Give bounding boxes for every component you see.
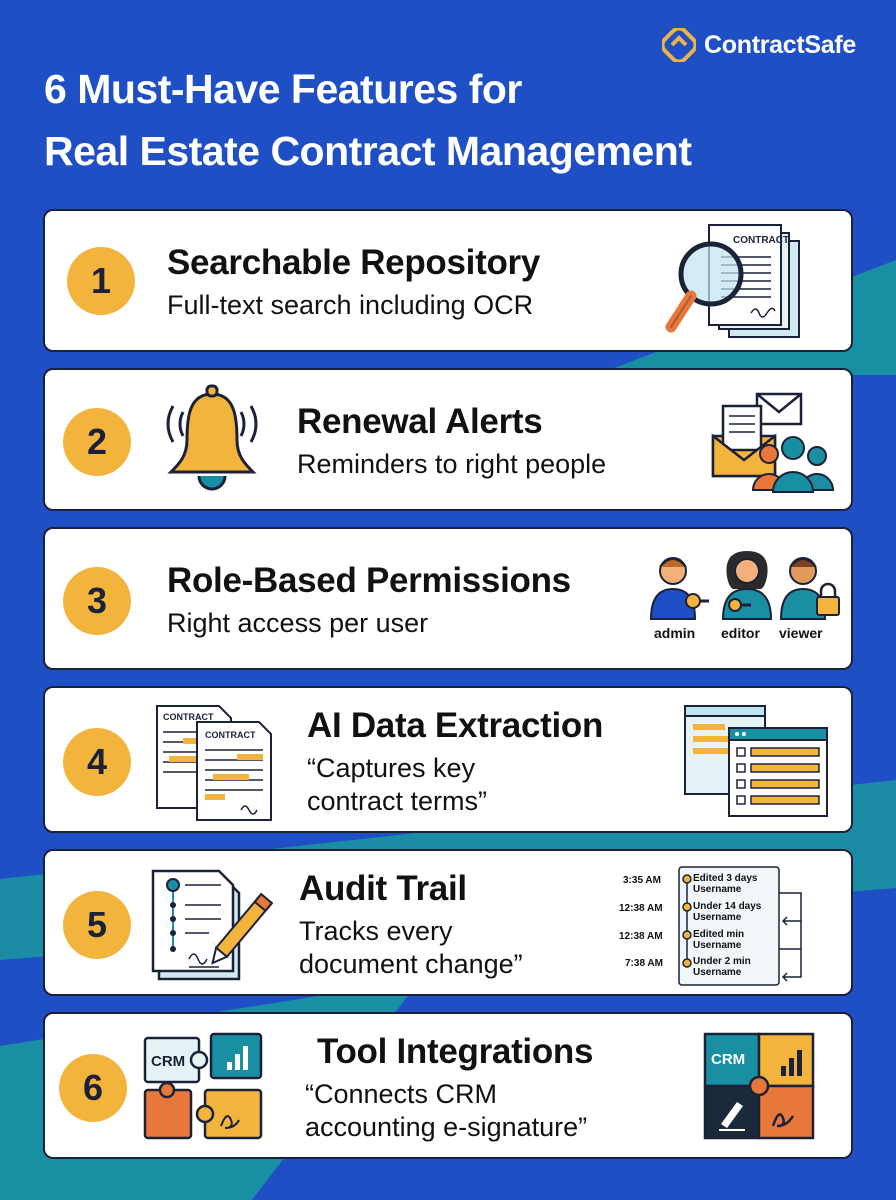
feature-title: Audit Trail — [299, 869, 467, 908]
editor-key-icon — [717, 547, 777, 621]
feature-title: Searchable Repository — [167, 243, 541, 282]
timeline-entry-line: Under 14 days — [693, 901, 762, 912]
feature-card-6 — [43, 1012, 853, 1159]
timeline-entry — [693, 929, 744, 951]
feature-subtitle-line-2: document change” — [299, 949, 523, 979]
feature-card-3 — [43, 527, 853, 670]
feature-subtitle-line-2: accounting e-signature” — [305, 1112, 588, 1142]
search-document-icon — [641, 219, 811, 344]
integration-grid-icon — [701, 1030, 819, 1144]
feature-subtitle-line-1: “Connects CRM — [305, 1079, 498, 1109]
feature-number-badge: 4 — [63, 728, 131, 796]
crm-label: CRM — [151, 1053, 186, 1070]
feature-title: Role-Based Permissions — [167, 561, 571, 600]
contractsafe-logo-icon — [662, 28, 696, 62]
feature-card-2 — [43, 368, 853, 511]
title-line-1: 6 Must-Have Features for — [44, 66, 522, 112]
timeline-time: 3:35 AM — [623, 875, 661, 886]
role-label-admin: admin — [654, 625, 696, 641]
feature-title: Renewal Alerts — [297, 402, 543, 441]
timeline-entry-line: Edited min — [693, 929, 745, 940]
role-label-viewer: viewer — [779, 625, 823, 641]
page-title — [44, 58, 692, 182]
timeline-entry-user: Username — [693, 884, 742, 895]
feature-subtitle-line-1: Tracks every — [299, 916, 453, 946]
data-table-icon — [681, 702, 831, 820]
feature-card-4 — [43, 686, 853, 833]
feature-number-badge: 3 — [63, 567, 131, 635]
feature-subtitle-line-1: “Captures key — [307, 753, 476, 783]
title-line-2: Real Estate Contract Management — [44, 128, 692, 174]
timeline-time: 12:38 AM — [619, 931, 663, 942]
feature-number-badge: 6 — [59, 1054, 127, 1122]
timeline-entry-user: Username — [693, 967, 742, 978]
viewer-lock-icon — [779, 551, 843, 621]
document-label: CONTRACT — [163, 712, 214, 722]
timeline-time: 12:38 AM — [619, 903, 663, 914]
brand-name: ContractSafe — [704, 30, 856, 59]
role-label-editor: editor — [721, 625, 760, 641]
timeline-time: 7:38 AM — [625, 958, 663, 969]
timeline-entry-user: Username — [693, 940, 742, 951]
document-label: CONTRACT — [205, 730, 256, 740]
feature-subtitle: Reminders to right people — [297, 449, 607, 479]
feature-card-5 — [43, 849, 853, 996]
admin-key-icon — [649, 551, 711, 621]
timeline-entry — [693, 956, 751, 978]
feature-subtitle: Right access per user — [167, 608, 429, 638]
feature-number-badge: 5 — [63, 891, 131, 959]
timeline-entry-line: Under 2 min — [693, 956, 751, 967]
feature-number-badge: 1 — [67, 247, 135, 315]
timeline-entry — [693, 873, 757, 895]
timeline-entry-user: Username — [693, 912, 742, 923]
integration-puzzle-icon — [141, 1032, 267, 1144]
contract-documents-icon — [153, 698, 285, 824]
brand-logo[interactable] — [662, 28, 856, 62]
document-pen-icon — [149, 863, 273, 987]
feature-number-badge: 2 — [63, 408, 131, 476]
email-people-icon — [705, 384, 835, 496]
timeline-entry-line: Edited 3 days — [693, 873, 758, 884]
feature-card-1 — [43, 209, 853, 352]
timeline-entry — [693, 901, 761, 923]
feature-title: Tool Integrations — [317, 1032, 594, 1071]
crm-label: CRM — [711, 1051, 746, 1068]
feature-subtitle-line-2: contract terms” — [307, 786, 488, 816]
bell-icon — [157, 384, 267, 499]
feature-subtitle: Full-text search including OCR — [167, 290, 534, 320]
feature-title: AI Data Extraction — [307, 706, 604, 745]
document-label: CONTRACT — [733, 235, 790, 246]
